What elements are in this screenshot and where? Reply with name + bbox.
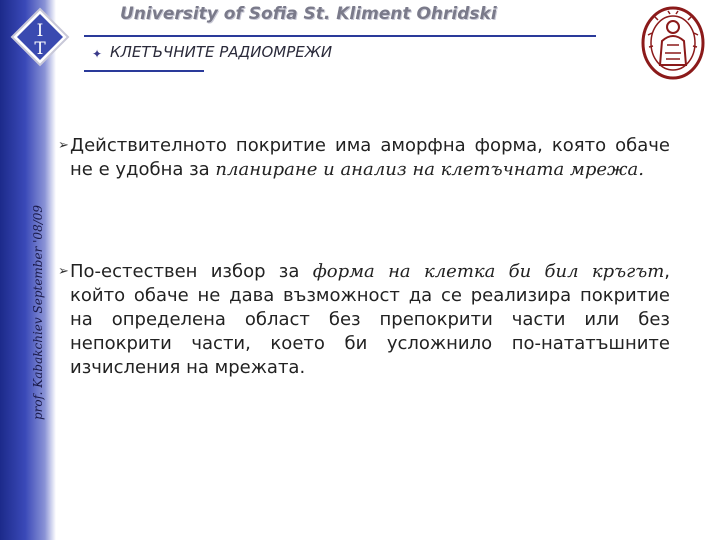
bullet-1-emphasis: планиране и анализ на клетъчната мрежа. [215,159,644,180]
sidebar-gradient [0,0,56,540]
it-logo-icon [10,7,70,67]
svg-text:I: I [36,21,44,41]
bullet-1-text: Действителното покритие има аморфна форма, която обаче не е удобна за [70,135,670,180]
bullet-2-text-before: По-естествен избор за [70,261,313,282]
arrow-bullet-icon: ➢ [58,264,69,279]
arrow-bullet-icon: ➢ [58,138,69,153]
slide-subtitle: КЛЕТЪЧНИТЕ РАДИОМРЕЖИ [110,43,333,61]
subtitle-bullet-icon: ✦ [92,47,103,61]
svg-text:T: T [34,39,46,59]
subtitle-underline [84,70,204,72]
header-divider [84,35,596,37]
bullet-point-2 [58,260,671,380]
bullet-point-1 [58,134,670,182]
bullet-2-emphasis: форма на клетка би бил кръгът [312,261,665,282]
university-title: University of Sofia St. Kliment Ohridski [120,4,497,24]
bullet-2-text-after: , който обаче не дава възможност да се реализира покритие на определена област без препокрити части или без непокрити части, което би усложнило по-нататъшните изчисления на мрежата. [70,261,671,378]
university-seal-icon [640,5,706,81]
author-vertical-text: prof. Kabakchiev September '08/09 [31,204,45,420]
